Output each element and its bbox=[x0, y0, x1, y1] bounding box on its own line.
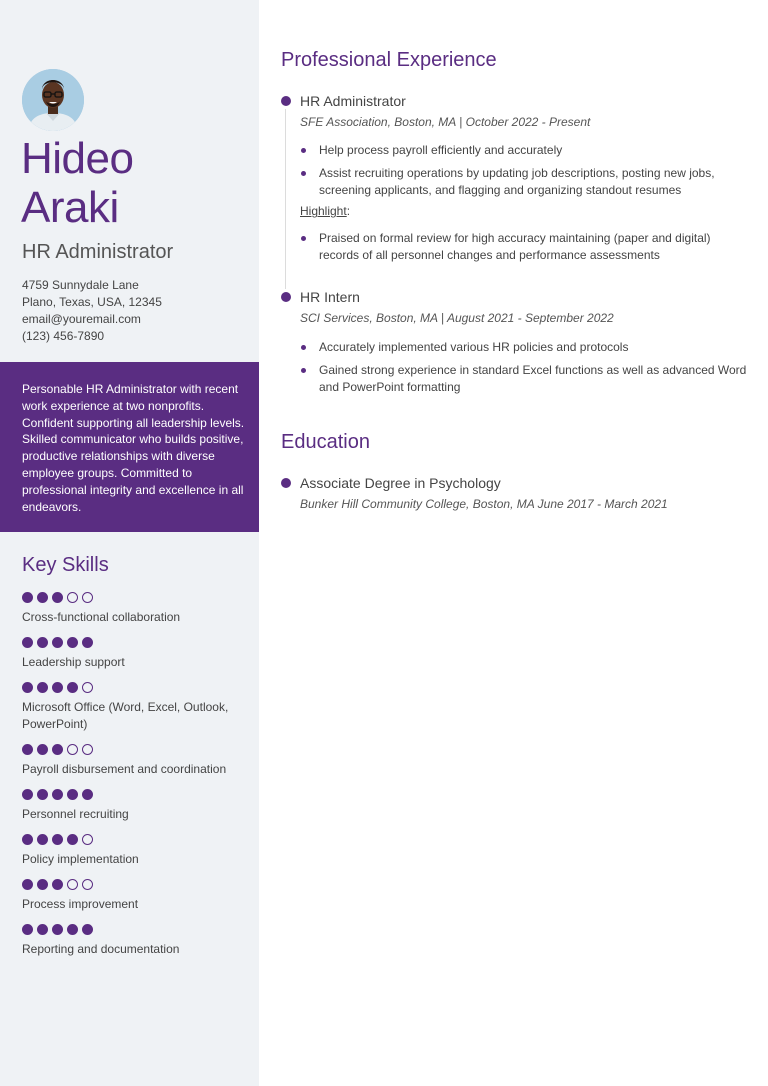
rating-dot-empty-icon bbox=[82, 879, 93, 890]
education-heading: Education bbox=[281, 431, 370, 453]
job-title-1: HR Administrator bbox=[300, 93, 406, 109]
summary-block bbox=[0, 362, 259, 532]
rating-dot-filled-icon bbox=[52, 682, 63, 693]
rating-dot-filled-icon bbox=[22, 879, 33, 890]
rating-dot-filled-icon bbox=[67, 789, 78, 800]
rating-dot-filled-icon bbox=[22, 924, 33, 935]
list-item: Gained strong experience in standard Excel functions as well as advanced Word and PowerPoint formatting bbox=[300, 362, 751, 396]
contact-phone: (123) 456-7890 bbox=[22, 329, 105, 343]
skill-rating bbox=[22, 834, 247, 846]
rating-dot-empty-icon bbox=[82, 834, 93, 845]
rating-dot-filled-icon bbox=[22, 682, 33, 693]
rating-dot-filled-icon bbox=[37, 592, 48, 603]
skill-label: Reporting and documentation bbox=[22, 942, 180, 956]
degree-title: Associate Degree in Psychology bbox=[300, 475, 501, 491]
skill-rating bbox=[22, 592, 247, 604]
summary-text: Personable HR Administrator with recent work experience at two nonprofits. Confident supporting all leadership levels. Skilled communicator who builds positive, productive relationships with diverse employee groups. Committed to professional integrity and excellence in all endeavors. bbox=[22, 382, 245, 514]
job-meta-1: SFE Association, Boston, MA | October 2022 - Present bbox=[300, 115, 591, 129]
skill-label: Leadership support bbox=[22, 655, 125, 669]
highlight-label-colon: : bbox=[346, 204, 351, 219]
degree-meta: Bunker Hill Community College, Boston, MA June 2017 - March 2021 bbox=[300, 497, 668, 511]
rating-dot-filled-icon bbox=[37, 924, 48, 935]
skill-label: Cross-functional collaboration bbox=[22, 610, 181, 624]
first-name: Hideo bbox=[21, 134, 134, 183]
rating-dot-filled-icon bbox=[22, 637, 33, 648]
rating-dot-filled-icon bbox=[67, 834, 78, 845]
rating-dot-empty-icon bbox=[82, 744, 93, 755]
timeline-dot bbox=[281, 478, 291, 488]
contact-info bbox=[22, 277, 162, 345]
rating-dot-filled-icon bbox=[22, 789, 33, 800]
rating-dot-filled-icon bbox=[22, 744, 33, 755]
job-title: HR Administrator bbox=[22, 241, 174, 263]
job-meta-2: SCI Services, Boston, MA | August 2021 - September 2022 bbox=[300, 311, 614, 325]
profile-photo-icon bbox=[22, 69, 84, 131]
rating-dot-filled-icon bbox=[82, 924, 93, 935]
timeline-dot bbox=[281, 292, 291, 302]
rating-dot-empty-icon bbox=[67, 592, 78, 603]
skill-rating bbox=[22, 789, 247, 801]
skill-rating bbox=[22, 744, 247, 756]
highlight-label bbox=[300, 204, 751, 218]
skill-rating bbox=[22, 682, 247, 694]
list-item: Accurately implemented various HR policies and protocols bbox=[300, 339, 751, 356]
rating-dot-empty-icon bbox=[67, 744, 78, 755]
rating-dot-filled-icon bbox=[52, 637, 63, 648]
job-highlights-1 bbox=[300, 230, 751, 264]
job-entry bbox=[281, 288, 751, 401]
education-entry bbox=[281, 474, 751, 512]
rating-dot-filled-icon bbox=[22, 834, 33, 845]
job-bullets-2 bbox=[300, 339, 751, 395]
rating-dot-filled-icon bbox=[82, 637, 93, 648]
experience-heading: Professional Experience bbox=[281, 49, 497, 71]
skill-item bbox=[22, 637, 247, 671]
rating-dot-empty-icon bbox=[82, 682, 93, 693]
skill-label: Policy implementation bbox=[22, 852, 139, 866]
skill-item bbox=[22, 592, 247, 626]
skill-label: Microsoft Office (Word, Excel, Outlook, PowerPoint) bbox=[22, 700, 229, 731]
contact-city: Plano, Texas, USA, 12345 bbox=[22, 295, 162, 309]
rating-dot-filled-icon bbox=[67, 637, 78, 648]
timeline-line bbox=[285, 109, 286, 289]
rating-dot-filled-icon bbox=[37, 789, 48, 800]
skill-item bbox=[22, 834, 247, 868]
highlight-label-text: Highlight bbox=[300, 204, 347, 219]
candidate-name bbox=[21, 134, 251, 232]
skills-heading: Key Skills bbox=[22, 554, 109, 576]
list-item: Praised on formal review for high accuracy maintaining (paper and digital) records of all personnel changes and performance assessments bbox=[300, 230, 751, 264]
job-title-2: HR Intern bbox=[300, 289, 360, 305]
skill-label: Process improvement bbox=[22, 897, 139, 911]
rating-dot-filled-icon bbox=[37, 637, 48, 648]
job-bullets-1 bbox=[300, 142, 751, 198]
skills-list bbox=[22, 592, 247, 969]
skill-rating bbox=[22, 637, 247, 649]
contact-address: 4759 Sunnydale Lane bbox=[22, 278, 139, 292]
sidebar bbox=[0, 0, 259, 1086]
rating-dot-filled-icon bbox=[52, 924, 63, 935]
skill-rating bbox=[22, 879, 247, 891]
rating-dot-filled-icon bbox=[37, 682, 48, 693]
job-entry bbox=[281, 92, 751, 270]
rating-dot-filled-icon bbox=[82, 789, 93, 800]
skill-label: Personnel recruiting bbox=[22, 807, 129, 821]
timeline-dot bbox=[281, 96, 291, 106]
list-item: Help process payroll efficiently and accurately bbox=[300, 142, 751, 159]
skill-item bbox=[22, 879, 247, 913]
contact-email: email@youremail.com bbox=[22, 312, 141, 326]
rating-dot-filled-icon bbox=[52, 744, 63, 755]
rating-dot-filled-icon bbox=[52, 879, 63, 890]
rating-dot-filled-icon bbox=[37, 879, 48, 890]
rating-dot-filled-icon bbox=[37, 834, 48, 845]
last-name: Araki bbox=[21, 183, 119, 232]
rating-dot-empty-icon bbox=[82, 592, 93, 603]
rating-dot-filled-icon bbox=[52, 834, 63, 845]
skill-label: Payroll disbursement and coordination bbox=[22, 762, 227, 776]
rating-dot-filled-icon bbox=[67, 924, 78, 935]
skill-item bbox=[22, 744, 247, 778]
rating-dot-filled-icon bbox=[67, 682, 78, 693]
rating-dot-filled-icon bbox=[37, 744, 48, 755]
skill-item bbox=[22, 789, 247, 823]
rating-dot-filled-icon bbox=[22, 592, 33, 603]
avatar bbox=[22, 69, 84, 131]
skill-item bbox=[22, 682, 247, 733]
list-item: Assist recruiting operations by updating job descriptions, posting new jobs, screening applicants, and flagging and organizing standout resumes bbox=[300, 165, 751, 199]
skill-rating bbox=[22, 924, 247, 936]
rating-dot-filled-icon bbox=[52, 592, 63, 603]
rating-dot-filled-icon bbox=[52, 789, 63, 800]
skill-item bbox=[22, 924, 247, 958]
rating-dot-empty-icon bbox=[67, 879, 78, 890]
